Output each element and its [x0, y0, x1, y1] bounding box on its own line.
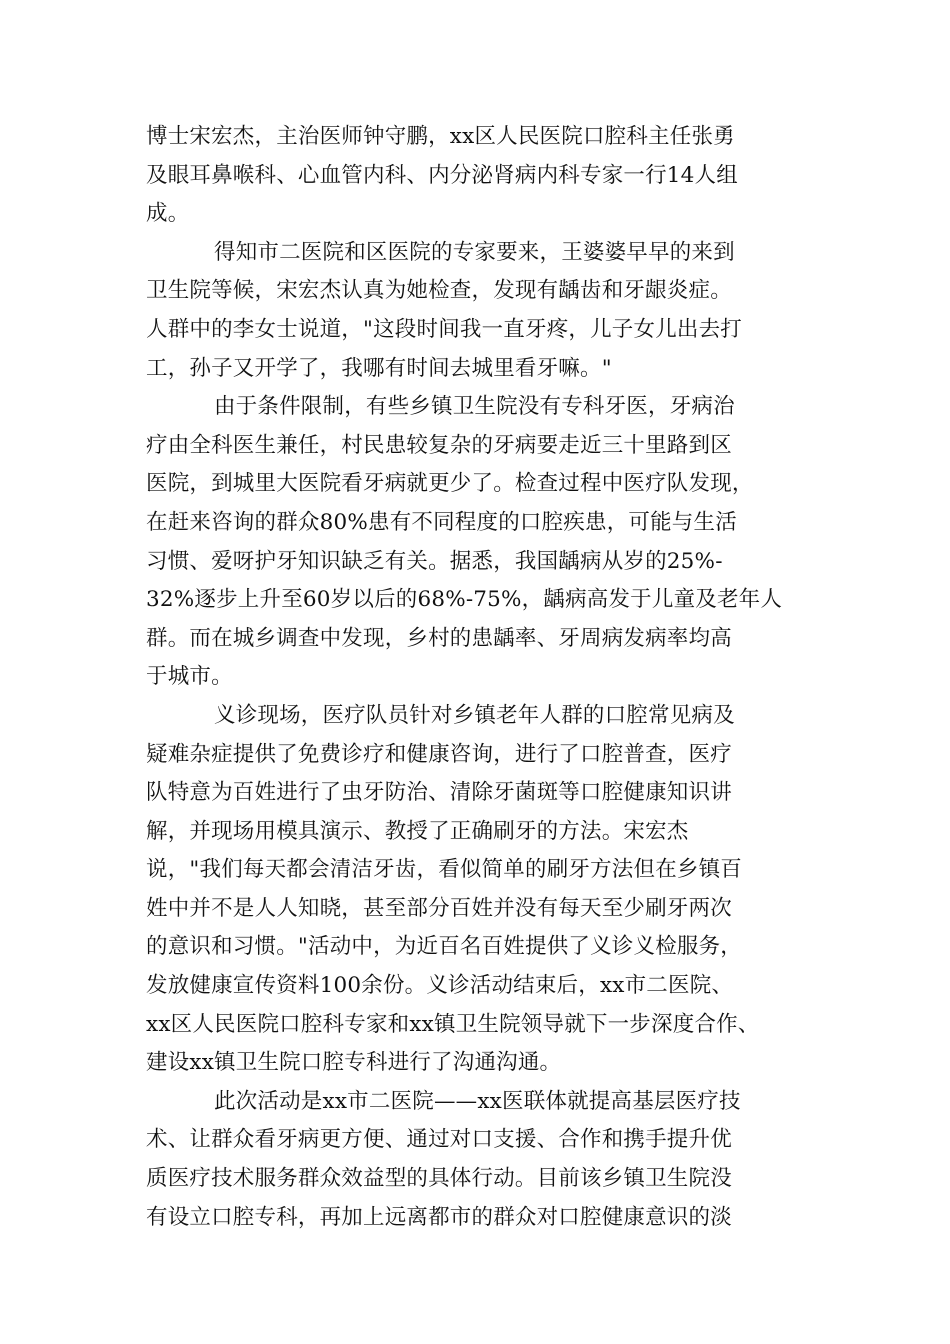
text-line: 32%逐步上升至60岁以后的68%-75%，龋病高发于儿童及老年人	[146, 587, 783, 613]
text-line: 此次活动是xx市二医院——xx医联体就提高基层医疗技	[214, 1088, 741, 1114]
text-line: 质医疗技术服务群众效益型的具体行动。目前该乡镇卫生院没	[146, 1166, 732, 1192]
text-line: 发放健康宣传资料100余份。义诊活动结束后，xx市二医院、	[146, 973, 734, 999]
text-line: 姓中并不是人人知晓，甚至部分百姓并没有每天至少刷牙两次	[146, 895, 732, 921]
paragraph	[146, 118, 826, 234]
text-line: 在赶来咨询的群众80%患有不同程度的口腔疾患，可能与生活	[146, 509, 737, 535]
text-line: 得知市二医院和区医院的专家要来，王婆婆早早的来到	[214, 239, 735, 265]
text-line: 人群中的李女士说道，"这段时间我一直牙疼，儿子女儿出去打	[146, 316, 742, 342]
text-line: 于城市。	[146, 664, 233, 690]
text-line: 队特意为百姓进行了虫牙防治、清除牙菌斑等口腔健康知识讲	[146, 780, 732, 806]
paragraph	[146, 234, 826, 388]
text-line: 疗由全科医生兼任，村民患较复杂的牙病要走近三十里路到区	[146, 432, 732, 458]
text-line: 成。	[146, 201, 190, 227]
text-line: 术、让群众看牙病更方便、通过对口支援、合作和携手提升优	[146, 1127, 732, 1153]
text-line: 习惯、爱呀护牙知识缺乏有关。据悉，我国龋病从岁的25%-	[146, 548, 723, 574]
text-line: xx区人民医院口腔科专家和xx镇卫生院领导就下一步深度合作、	[146, 1011, 760, 1037]
text-line: 博士宋宏杰，主治医师钟守鹏，xx区人民医院口腔科主任张勇	[146, 124, 735, 149]
text-line: 建设xx镇卫生院口腔专科进行了沟通沟通。	[146, 1050, 562, 1076]
text-line: 有设立口腔专科，再加上远离都市的群众对口腔健康意识的淡	[146, 1204, 732, 1230]
text-line: 由于条件限制，有些乡镇卫生院没有专科牙医，牙病治	[214, 394, 735, 420]
text-line: 说，"我们每天都会清洁牙齿，看似简单的刷牙方法但在乡镇百	[146, 857, 742, 883]
text-line: 医院，到城里大医院看牙病就更少了。检查过程中医疗队发现，	[146, 471, 754, 497]
text-line: 卫生院等候，宋宏杰认真为她检查，发现有龋齿和牙龈炎症。	[146, 278, 732, 304]
text-line: 疑难杂症提供了免费诊疗和健康咨询，进行了口腔普查，医疗	[146, 741, 732, 767]
text-line: 工，孙子又开学了，我哪有时间去城里看牙嘛。"	[146, 355, 612, 381]
text-line: 的意识和习惯。"活动中，为近百名百姓提供了义诊义检服务，	[146, 934, 742, 960]
paragraph	[146, 1083, 826, 1237]
body-text	[146, 118, 826, 1237]
text-line: 及眼耳鼻喉科、心血管内科、内分泌肾病内科专家一行14人组	[146, 162, 738, 188]
text-line: 义诊现场，医疗队员针对乡镇老年人群的口腔常见病及	[214, 702, 735, 728]
paragraph	[146, 697, 826, 1083]
text-line: 群。而在城乡调查中发现，乡村的患龋率、牙周病发病率均高	[146, 625, 732, 651]
paragraph	[146, 388, 826, 697]
text-line: 解，并现场用模具演示、教授了正确刷牙的方法。宋宏杰	[146, 818, 689, 844]
